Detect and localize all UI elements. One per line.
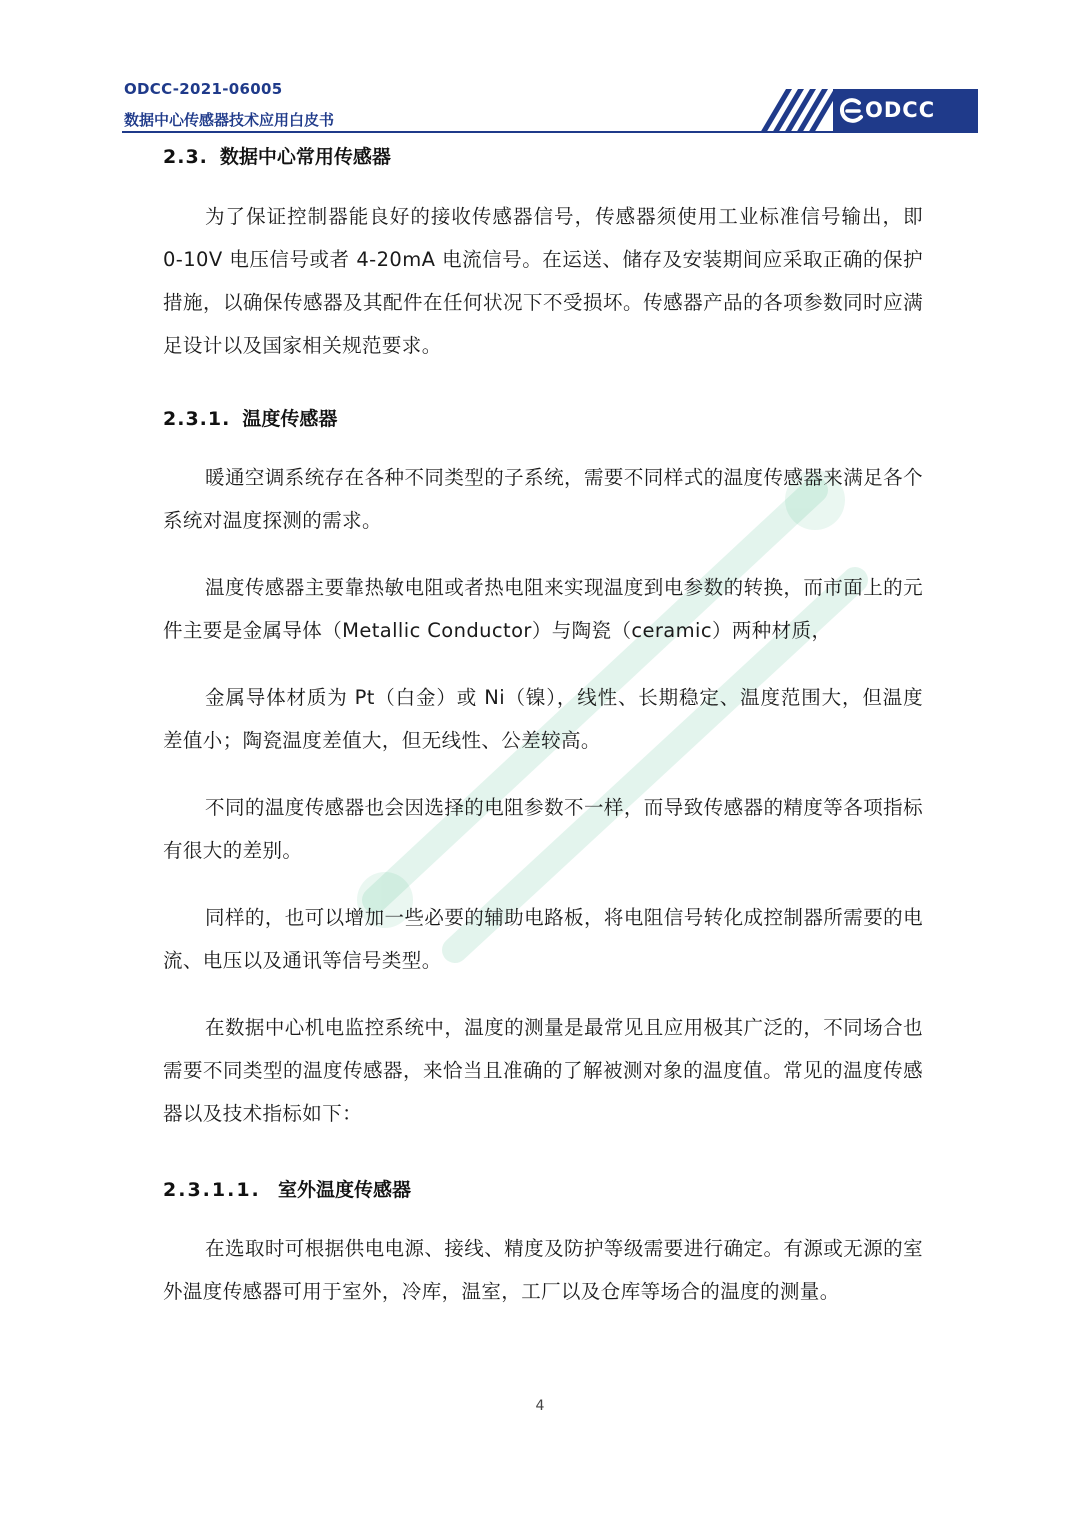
document-title: 数据中心传感器技术应用白皮书 xyxy=(124,111,335,129)
section-heading-2-3-1-1 xyxy=(163,1175,411,1202)
paragraph: 金属导体材质为 Pt（白金）或 Ni（镍），线性、长期稳定、温度范围大，但温度差值小；陶瓷温度差值大，但无线性、公差较高。 xyxy=(163,686,923,752)
odcc-logo xyxy=(833,89,978,133)
section-number: 2.3.1. xyxy=(163,408,231,430)
paragraph: 在选取时可根据供电电源、接线、精度及防护等级需要进行确定。有源或无源的室外温度传感器可用于室外，冷库，温室，工厂以及仓库等场合的温度的测量。 xyxy=(163,1237,923,1303)
section-heading-2-3-1 xyxy=(163,404,337,431)
document-id: ODCC-2021-06005 xyxy=(124,80,283,98)
section-title: 室外温度传感器 xyxy=(278,1179,412,1201)
page-number: 4 xyxy=(535,1398,545,1414)
section-number: 2.3. xyxy=(163,146,208,168)
paragraph: 在数据中心机电监控系统中，温度的测量是最常见且应用极其广泛的，不同场合也需要不同类型的温度传感器，来恰当且准确的了解被测对象的温度值。常见的温度传感器以及技术指标如下： xyxy=(163,1016,923,1125)
section-title: 温度传感器 xyxy=(242,408,338,430)
paragraph: 为了保证控制器能良好的接收传感器信号，传感器须使用工业标准信号输出，即 0-10V 电压信号或者 4-20mA 电流信号。在运送、储存及安装期间应采取正确的保护措施，以确保传感器及其配件在任何状况下不受损坏。传感器产品的各项参数同时应满足设计以及国家相关规范要求。 xyxy=(163,205,923,357)
section-heading-2-3 xyxy=(163,142,391,169)
logo-text: ODCC xyxy=(865,98,936,122)
paragraph: 温度传感器主要靠热敏电阻或者热电阻来实现温度到电参数的转换，而市面上的元件主要是金属导体（Metallic Conductor）与陶瓷（ceramic）两种材质， xyxy=(163,576,923,642)
paragraph: 同样的，也可以增加一些必要的辅助电路板，将电阻信号转化成控制器所需要的电流、电压以及通讯等信号类型。 xyxy=(163,906,923,972)
paragraph: 暖通空调系统存在各种不同类型的子系统，需要不同样式的温度传感器来满足各个系统对温度探测的需求。 xyxy=(163,466,923,532)
logo-swirl-icon xyxy=(839,97,865,125)
section-number: 2.3.1.1. xyxy=(163,1179,261,1201)
section-title: 数据中心常用传感器 xyxy=(219,146,391,168)
paragraph: 不同的温度传感器也会因选择的电阻参数不一样，而导致传感器的精度等各项指标有很大的差别。 xyxy=(163,796,923,862)
page-header xyxy=(0,0,1080,140)
